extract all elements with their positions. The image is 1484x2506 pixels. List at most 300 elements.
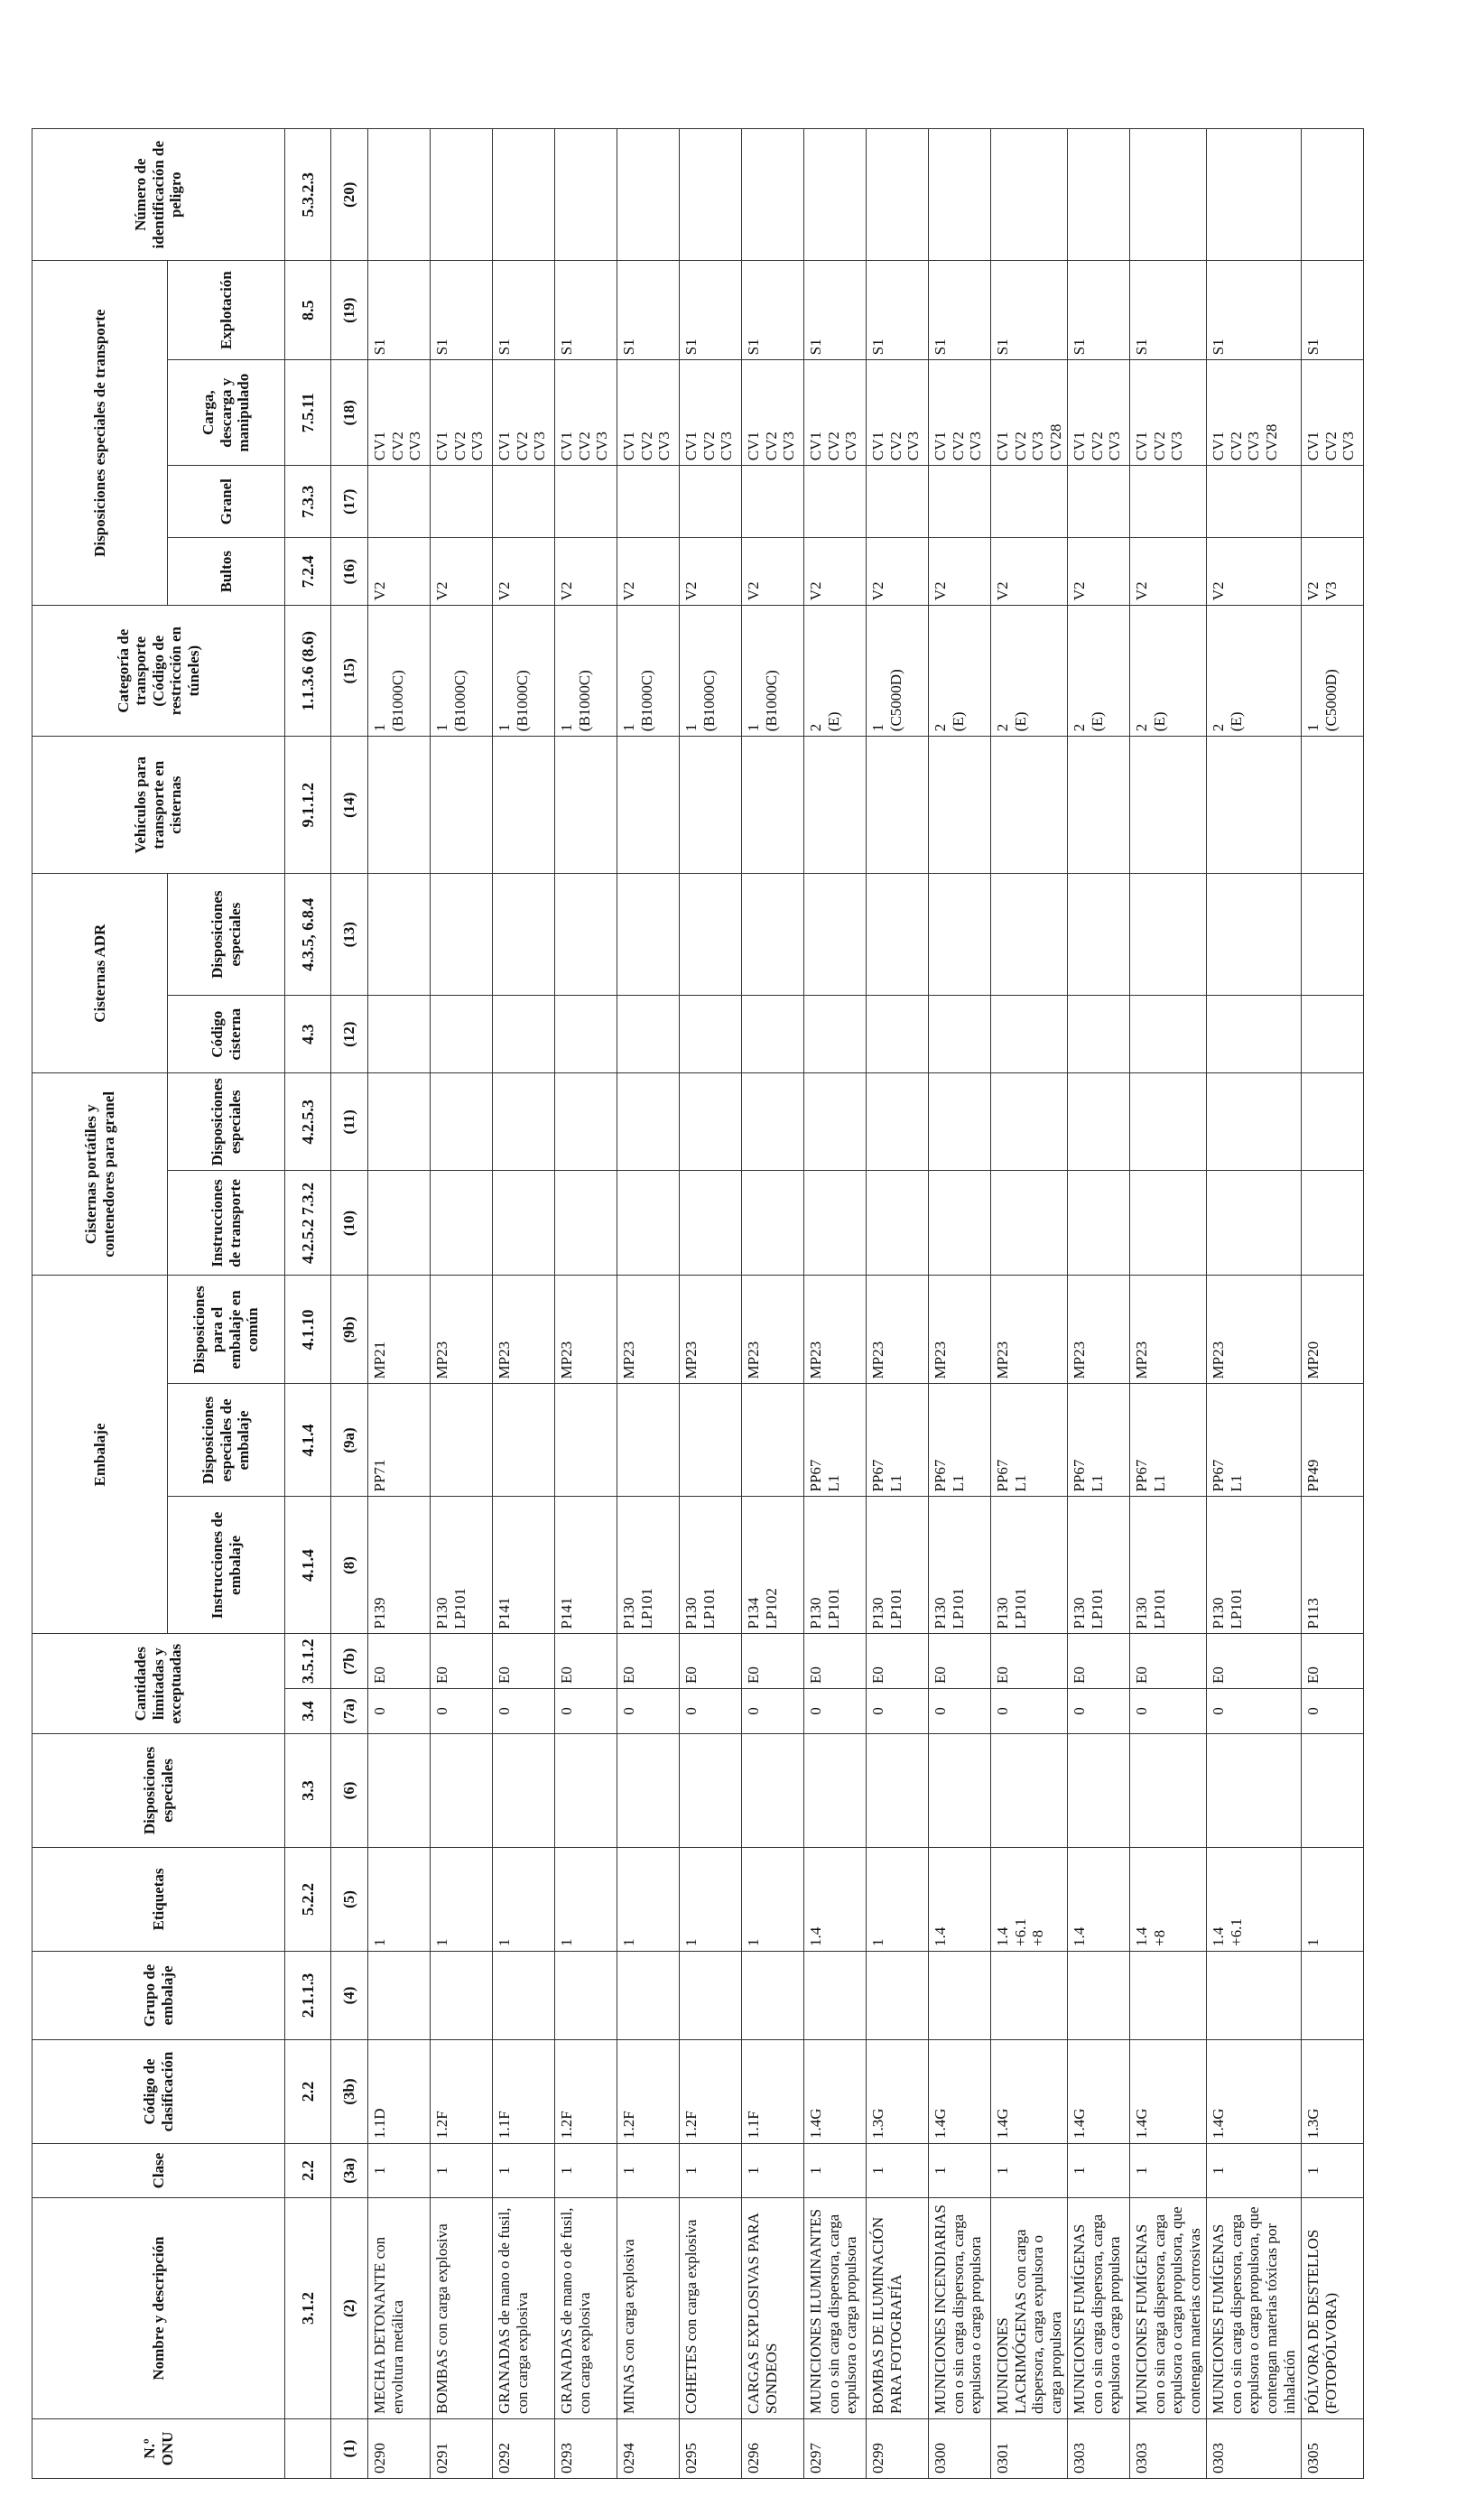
- cell-class-code: 1.2F: [617, 2040, 680, 2144]
- cell-special-provisions: [368, 1734, 431, 1848]
- cell-packages: V2: [680, 538, 742, 606]
- ref-cell: 4.3: [285, 996, 331, 1073]
- cell-packing-special: [555, 1384, 617, 1497]
- cell-adr-special: [867, 874, 929, 996]
- cell-excepted-qty: E0: [1207, 1634, 1302, 1689]
- header-un-no: N.º ONU: [32, 2419, 285, 2479]
- cell-adr-special: [1068, 874, 1130, 996]
- cell-hazard-id: [1207, 129, 1302, 261]
- ref-cell: 2.2: [285, 2144, 331, 2198]
- cell-packages: V2: [555, 538, 617, 606]
- cell-packing-special: [617, 1384, 680, 1497]
- column-number-cell: (15): [331, 606, 368, 737]
- cell-packing-special: [680, 1384, 742, 1497]
- cell-bulk: [929, 466, 991, 538]
- cell-adr-special: [991, 874, 1068, 996]
- table-row: [867, 129, 929, 2479]
- cell-packing-special: PP67 L1: [804, 1384, 867, 1497]
- cell-tank-vehicle: [493, 737, 555, 874]
- cell-packing-instructions: P130 LP101: [1207, 1497, 1302, 1634]
- cell-class-code: 1.4G: [1130, 2040, 1207, 2144]
- cell-bulk: [368, 466, 431, 538]
- cell-class-code: 1.3G: [867, 2040, 929, 2144]
- column-number-cell: (10): [331, 1171, 368, 1276]
- cell-limited-qty: 0: [742, 1689, 804, 1734]
- cell-packing-group: [1130, 1952, 1207, 2040]
- cell-transport-category: 1 (B1000C): [742, 606, 804, 737]
- cell-mixed-packing: MP23: [617, 1276, 680, 1384]
- cell-operation: S1: [368, 261, 431, 360]
- column-number-cell: (13): [331, 874, 368, 996]
- cell-transport-category: 2 (E): [1130, 606, 1207, 737]
- cell-operation: S1: [1068, 261, 1130, 360]
- cell-tank-vehicle: [1302, 737, 1364, 874]
- cell-hazard-id: [555, 129, 617, 261]
- cell-packing-special: [431, 1384, 493, 1497]
- cell-un-no: 0291: [431, 2419, 493, 2479]
- cell-tank-code: [617, 996, 680, 1073]
- header-packing-instructions: Instrucciones de embalaje: [168, 1497, 285, 1634]
- cell-name: CARGAS EXPLOSIVAS PARA SONDEOS: [742, 2198, 804, 2419]
- reference-row: [285, 129, 331, 2479]
- cell-loading: CV1 CV2 CV3: [368, 360, 431, 466]
- cell-limited-qty: 0: [804, 1689, 867, 1734]
- cell-limited-qty: 0: [1068, 1689, 1130, 1734]
- cell-limited-qty: 0: [493, 1689, 555, 1734]
- cell-un-no: 0300: [929, 2419, 991, 2479]
- cell-adr-special: [929, 874, 991, 996]
- cell-special-provisions: [867, 1734, 929, 1848]
- cell-tank-instructions: [680, 1171, 742, 1276]
- header-tank-code: Código cisterna: [168, 996, 285, 1073]
- cell-hazard-id: [617, 129, 680, 261]
- cell-un-no: 0305: [1302, 2419, 1364, 2479]
- cell-class-code: 1.1F: [493, 2040, 555, 2144]
- cell-transport-category: 2 (E): [804, 606, 867, 737]
- cell-adr-special: [804, 874, 867, 996]
- cell-tank-vehicle: [929, 737, 991, 874]
- cell-tank-code: [1130, 996, 1207, 1073]
- cell-tank-instructions: [1130, 1171, 1207, 1276]
- cell-loading: CV1 CV2 CV3: [1302, 360, 1364, 466]
- cell-tank-code: [555, 996, 617, 1073]
- cell-tank-special: [1207, 1073, 1302, 1171]
- cell-packing-special: PP49: [1302, 1384, 1364, 1497]
- cell-special-provisions: [929, 1734, 991, 1848]
- cell-mixed-packing: MP23: [431, 1276, 493, 1384]
- cell-bulk: [804, 466, 867, 538]
- cell-adr-special: [431, 874, 493, 996]
- table-row: [680, 129, 742, 2479]
- cell-packing-group: [617, 1952, 680, 2040]
- table-row: [1068, 129, 1130, 2479]
- header-packaging-group: Embalaje: [32, 1276, 168, 1634]
- cell-transport-category: 1 (C5000D): [1302, 606, 1364, 737]
- cell-tank-instructions: [1207, 1171, 1302, 1276]
- cell-operation: S1: [804, 261, 867, 360]
- cell-packing-special: PP67 L1: [1130, 1384, 1207, 1497]
- column-number-cell: (2): [331, 2198, 368, 2419]
- cell-excepted-qty: E0: [617, 1634, 680, 1689]
- cell-operation: S1: [493, 261, 555, 360]
- cell-tank-special: [368, 1073, 431, 1171]
- ref-cell: 4.2.5.3: [285, 1073, 331, 1171]
- cell-packing-group: [555, 1952, 617, 2040]
- cell-excepted-qty: E0: [680, 1634, 742, 1689]
- ref-cell: 4.3.5, 6.8.4: [285, 874, 331, 996]
- cell-class-code: 1.2F: [431, 2040, 493, 2144]
- header-bulk: Granel: [168, 466, 285, 538]
- cell-tank-code: [1068, 996, 1130, 1073]
- cell-loading: CV1 CV2 CV3: [1068, 360, 1130, 466]
- cell-tank-special: [493, 1073, 555, 1171]
- cell-operation: S1: [1207, 261, 1302, 360]
- cell-packing-special: PP67 L1: [1068, 1384, 1130, 1497]
- cell-class-code: 1.4G: [991, 2040, 1068, 2144]
- cell-loading: CV1 CV2 CV3: [555, 360, 617, 466]
- cell-operation: S1: [1302, 261, 1364, 360]
- cell-name: COHETES con carga explosiva: [680, 2198, 742, 2419]
- cell-special-provisions: [991, 1734, 1068, 1848]
- cell-labels: 1: [617, 1848, 680, 1952]
- cell-packing-special: [742, 1384, 804, 1497]
- cell-excepted-qty: E0: [1068, 1634, 1130, 1689]
- cell-un-no: 0297: [804, 2419, 867, 2479]
- cell-packing-group: [1302, 1952, 1364, 2040]
- cell-labels: 1.4 +6.1: [1207, 1848, 1302, 1952]
- column-number-cell: (9b): [331, 1276, 368, 1384]
- ref-cell: [285, 2419, 331, 2479]
- column-number-cell: (6): [331, 1734, 368, 1848]
- cell-tank-vehicle: [368, 737, 431, 874]
- header-tank-instructions: Instrucciones de transporte: [168, 1171, 285, 1276]
- cell-adr-special: [493, 874, 555, 996]
- cell-packing-special: [493, 1384, 555, 1497]
- cell-class: 1: [742, 2144, 804, 2198]
- cell-class: 1: [867, 2144, 929, 2198]
- cell-bulk: [431, 466, 493, 538]
- cell-class: 1: [680, 2144, 742, 2198]
- cell-class: 1: [555, 2144, 617, 2198]
- cell-operation: S1: [867, 261, 929, 360]
- cell-transport-category: 2 (E): [929, 606, 991, 737]
- ref-cell: 9.1.1.2: [285, 737, 331, 874]
- ref-cell: 7.2.4: [285, 538, 331, 606]
- cell-tank-code: [680, 996, 742, 1073]
- ref-cell: 1.1.3.6 (8.6): [285, 606, 331, 737]
- cell-tank-instructions: [991, 1171, 1068, 1276]
- cell-tank-vehicle: [867, 737, 929, 874]
- cell-operation: S1: [431, 261, 493, 360]
- cell-un-no: 0295: [680, 2419, 742, 2479]
- ref-cell: 3.4: [285, 1689, 331, 1734]
- ref-cell: 5.2.2: [285, 1848, 331, 1952]
- cell-tank-code: [867, 996, 929, 1073]
- cell-adr-special: [742, 874, 804, 996]
- cell-mixed-packing: MP23: [867, 1276, 929, 1384]
- cell-packing-instructions: P130 LP101: [680, 1497, 742, 1634]
- cell-tank-vehicle: [555, 737, 617, 874]
- table-row: [991, 129, 1068, 2479]
- ref-cell: 3.3: [285, 1734, 331, 1848]
- cell-operation: S1: [929, 261, 991, 360]
- cell-class: 1: [991, 2144, 1068, 2198]
- cell-mixed-packing: MP23: [742, 1276, 804, 1384]
- cell-loading: CV1 CV2 CV3: [680, 360, 742, 466]
- cell-packing-special: PP67 L1: [929, 1384, 991, 1497]
- cell-class-code: 1.1D: [368, 2040, 431, 2144]
- cell-mixed-packing: MP23: [493, 1276, 555, 1384]
- cell-packing-instructions: P134 LP102: [742, 1497, 804, 1634]
- cell-excepted-qty: E0: [431, 1634, 493, 1689]
- header-class: Clase: [32, 2144, 285, 2198]
- cell-labels: 1.4: [804, 1848, 867, 1952]
- cell-tank-special: [1068, 1073, 1130, 1171]
- table-row: [493, 129, 555, 2479]
- header-special-provisions: Disposiciones especiales: [32, 1734, 285, 1848]
- cell-un-no: 0301: [991, 2419, 1068, 2479]
- cell-tank-special: [680, 1073, 742, 1171]
- cell-operation: S1: [555, 261, 617, 360]
- cell-tank-instructions: [493, 1171, 555, 1276]
- ref-cell: 3.1.2: [285, 2198, 331, 2419]
- column-number-cell: (14): [331, 737, 368, 874]
- cell-operation: S1: [617, 261, 680, 360]
- ref-cell: 2.1.1.3: [285, 1952, 331, 2040]
- column-number-cell: (18): [331, 360, 368, 466]
- cell-adr-special: [617, 874, 680, 996]
- table-row: [1302, 129, 1364, 2479]
- cell-bulk: [742, 466, 804, 538]
- cell-mixed-packing: MP23: [1130, 1276, 1207, 1384]
- cell-bulk: [680, 466, 742, 538]
- cell-hazard-id: [1302, 129, 1364, 261]
- column-number-cell: (4): [331, 1952, 368, 2040]
- cell-packing-group: [742, 1952, 804, 2040]
- table-row: [804, 129, 867, 2479]
- cell-transport-category: 1 (B1000C): [368, 606, 431, 737]
- cell-hazard-id: [991, 129, 1068, 261]
- cell-tank-special: [1130, 1073, 1207, 1171]
- cell-special-provisions: [1068, 1734, 1130, 1848]
- cell-tank-special: [555, 1073, 617, 1171]
- header-limited-quantities: Cantidades limitadas y exceptuadas: [32, 1634, 285, 1734]
- column-number-cell: (9a): [331, 1384, 368, 1497]
- cell-packing-instructions: P141: [555, 1497, 617, 1634]
- header-portable-tanks-group: Cisternas portátiles y contenedores para granel: [32, 1073, 168, 1276]
- column-number-cell: (5): [331, 1848, 368, 1952]
- table-row: [368, 129, 431, 2479]
- cell-excepted-qty: E0: [1302, 1634, 1364, 1689]
- cell-un-no: 0303: [1068, 2419, 1130, 2479]
- cell-transport-category: 2 (E): [1068, 606, 1130, 737]
- cell-excepted-qty: E0: [867, 1634, 929, 1689]
- cell-adr-special: [555, 874, 617, 996]
- cell-name: PÓLVORA DE DESTELLOS (FOTOPÓLVORA): [1302, 2198, 1364, 2419]
- cell-transport-category: 1 (B1000C): [431, 606, 493, 737]
- cell-packing-group: [867, 1952, 929, 2040]
- cell-labels: 1: [493, 1848, 555, 1952]
- cell-tank-instructions: [1068, 1171, 1130, 1276]
- cell-packages: V2: [804, 538, 867, 606]
- cell-name: GRANADAS de mano o de fusil, con carga explosiva: [555, 2198, 617, 2419]
- cell-excepted-qty: E0: [555, 1634, 617, 1689]
- table-row: [742, 129, 804, 2479]
- cell-mixed-packing: MP23: [1207, 1276, 1302, 1384]
- cell-labels: 1: [555, 1848, 617, 1952]
- cell-tank-vehicle: [1130, 737, 1207, 874]
- ref-cell: 7.5.11: [285, 360, 331, 466]
- cell-limited-qty: 0: [1302, 1689, 1364, 1734]
- ref-cell: 7.3.3: [285, 466, 331, 538]
- cell-loading: CV1 CV2 CV3: [804, 360, 867, 466]
- cell-limited-qty: 0: [1130, 1689, 1207, 1734]
- cell-tank-vehicle: [1068, 737, 1130, 874]
- cell-bulk: [991, 466, 1068, 538]
- header-packing-group: Grupo de embalaje: [32, 1952, 285, 2040]
- cell-packages: V2: [368, 538, 431, 606]
- cell-class: 1: [804, 2144, 867, 2198]
- cell-special-provisions: [493, 1734, 555, 1848]
- cell-packing-instructions: P130 LP101: [929, 1497, 991, 1634]
- cell-transport-category: 1 (B1000C): [555, 606, 617, 737]
- cell-packing-group: [929, 1952, 991, 2040]
- cell-packages: V2: [1130, 538, 1207, 606]
- cell-name: BOMBAS con carga explosiva: [431, 2198, 493, 2419]
- cell-name: MUNICIONES FUMÍGENAS con o sin carga dispersora, carga expulsora o carga propulsora, que contengan materias corrosivas: [1130, 2198, 1207, 2419]
- cell-tank-instructions: [617, 1171, 680, 1276]
- cell-tank-vehicle: [742, 737, 804, 874]
- cell-hazard-id: [929, 129, 991, 261]
- cell-adr-special: [368, 874, 431, 996]
- column-number-cell: (1): [331, 2419, 368, 2479]
- cell-packing-instructions: P130 LP101: [617, 1497, 680, 1634]
- cell-tank-instructions: [929, 1171, 991, 1276]
- cell-excepted-qty: E0: [929, 1634, 991, 1689]
- cell-tank-instructions: [867, 1171, 929, 1276]
- cell-name: BOMBAS DE ILUMINACIÓN PARA FOTOGRAFÍA: [867, 2198, 929, 2419]
- table-row: [555, 129, 617, 2479]
- cell-operation: S1: [1130, 261, 1207, 360]
- column-number-cell: (3b): [331, 2040, 368, 2144]
- column-number-cell: (20): [331, 129, 368, 261]
- cell-class: 1: [1207, 2144, 1302, 2198]
- header-operation: Explotación: [168, 261, 285, 360]
- cell-packages: V2: [431, 538, 493, 606]
- cell-limited-qty: 0: [617, 1689, 680, 1734]
- cell-bulk: [1130, 466, 1207, 538]
- cell-labels: 1: [431, 1848, 493, 1952]
- cell-limited-qty: 0: [680, 1689, 742, 1734]
- cell-packing-instructions: P130 LP101: [1130, 1497, 1207, 1634]
- cell-tank-vehicle: [680, 737, 742, 874]
- cell-hazard-id: [804, 129, 867, 261]
- column-number-cell: (3a): [331, 2144, 368, 2198]
- cell-class-code: 1.2F: [680, 2040, 742, 2144]
- cell-packages: V2 V3: [1302, 538, 1364, 606]
- cell-packing-group: [1207, 1952, 1302, 2040]
- cell-tank-code: [493, 996, 555, 1073]
- cell-bulk: [1302, 466, 1364, 538]
- column-number-cell: (12): [331, 996, 368, 1073]
- cell-tank-vehicle: [617, 737, 680, 874]
- cell-tank-code: [1207, 996, 1302, 1073]
- ref-cell: 8.5: [285, 261, 331, 360]
- cell-tank-code: [742, 996, 804, 1073]
- cell-packages: V2: [1068, 538, 1130, 606]
- cell-packing-special: PP71: [368, 1384, 431, 1497]
- cell-packing-instructions: P130 LP101: [1068, 1497, 1130, 1634]
- cell-mixed-packing: MP23: [804, 1276, 867, 1384]
- cell-name: MUNICIONES LACRIMÓGENAS con carga dispersora, carga expulsora o carga propulsora: [991, 2198, 1068, 2419]
- cell-limited-qty: 0: [929, 1689, 991, 1734]
- column-number-cell: (8): [331, 1497, 368, 1634]
- cell-class-code: 1.4G: [1068, 2040, 1130, 2144]
- header-transport-category: Categoría de transporte (Código de restricción en túneles): [32, 606, 285, 737]
- table-row: [431, 129, 493, 2479]
- ref-cell: 4.1.10: [285, 1276, 331, 1384]
- cell-packing-group: [804, 1952, 867, 2040]
- cell-limited-qty: 0: [1207, 1689, 1302, 1734]
- cell-special-provisions: [1207, 1734, 1302, 1848]
- cell-hazard-id: [1068, 129, 1130, 261]
- column-number-cell: (16): [331, 538, 368, 606]
- cell-transport-category: 1 (B1000C): [617, 606, 680, 737]
- cell-packing-special: PP67 L1: [867, 1384, 929, 1497]
- cell-transport-category: 1 (C5000D): [867, 606, 929, 737]
- header-mixed-packing: Disposiciones para el embalaje en común: [168, 1276, 285, 1384]
- cell-tank-special: [617, 1073, 680, 1171]
- table-row: [617, 129, 680, 2479]
- cell-labels: 1.4 +8: [1130, 1848, 1207, 1952]
- cell-loading: CV1 CV2 CV3 CV28: [991, 360, 1068, 466]
- header-adr-tanks-group: Cisternas ADR: [32, 874, 168, 1073]
- cell-adr-special: [1302, 874, 1364, 996]
- cell-mixed-packing: MP23: [680, 1276, 742, 1384]
- cell-name: GRANADAS de mano o de fusil, con carga explosiva: [493, 2198, 555, 2419]
- cell-tank-vehicle: [991, 737, 1068, 874]
- cell-tank-vehicle: [1207, 737, 1302, 874]
- cell-tank-code: [804, 996, 867, 1073]
- cell-loading: CV1 CV2 CV3: [1130, 360, 1207, 466]
- cell-class: 1: [431, 2144, 493, 2198]
- cell-operation: S1: [680, 261, 742, 360]
- cell-tank-code: [431, 996, 493, 1073]
- cell-labels: 1: [368, 1848, 431, 1952]
- cell-excepted-qty: E0: [804, 1634, 867, 1689]
- cell-tank-code: [368, 996, 431, 1073]
- column-number-cell: (7b): [331, 1634, 368, 1689]
- cell-special-provisions: [804, 1734, 867, 1848]
- cell-tank-code: [929, 996, 991, 1073]
- cell-name: MUNICIONES INCENDIARIAS con o sin carga dispersora, carga expulsora o carga propulsora: [929, 2198, 991, 2419]
- table-body: [368, 129, 1364, 2479]
- cell-special-provisions: [617, 1734, 680, 1848]
- cell-transport-category: 1 (B1000C): [680, 606, 742, 737]
- cell-hazard-id: [493, 129, 555, 261]
- cell-class-code: 1.4G: [1207, 2040, 1302, 2144]
- dangerous-goods-table: [32, 128, 1364, 2479]
- cell-class-code: 1.2F: [555, 2040, 617, 2144]
- cell-packing-group: [991, 1952, 1068, 2040]
- table-row: [1130, 129, 1207, 2479]
- cell-tank-special: [804, 1073, 867, 1171]
- cell-tank-special: [991, 1073, 1068, 1171]
- cell-excepted-qty: E0: [368, 1634, 431, 1689]
- cell-operation: S1: [991, 261, 1068, 360]
- cell-un-no: 0299: [867, 2419, 929, 2479]
- cell-packing-instructions: P130 LP101: [804, 1497, 867, 1634]
